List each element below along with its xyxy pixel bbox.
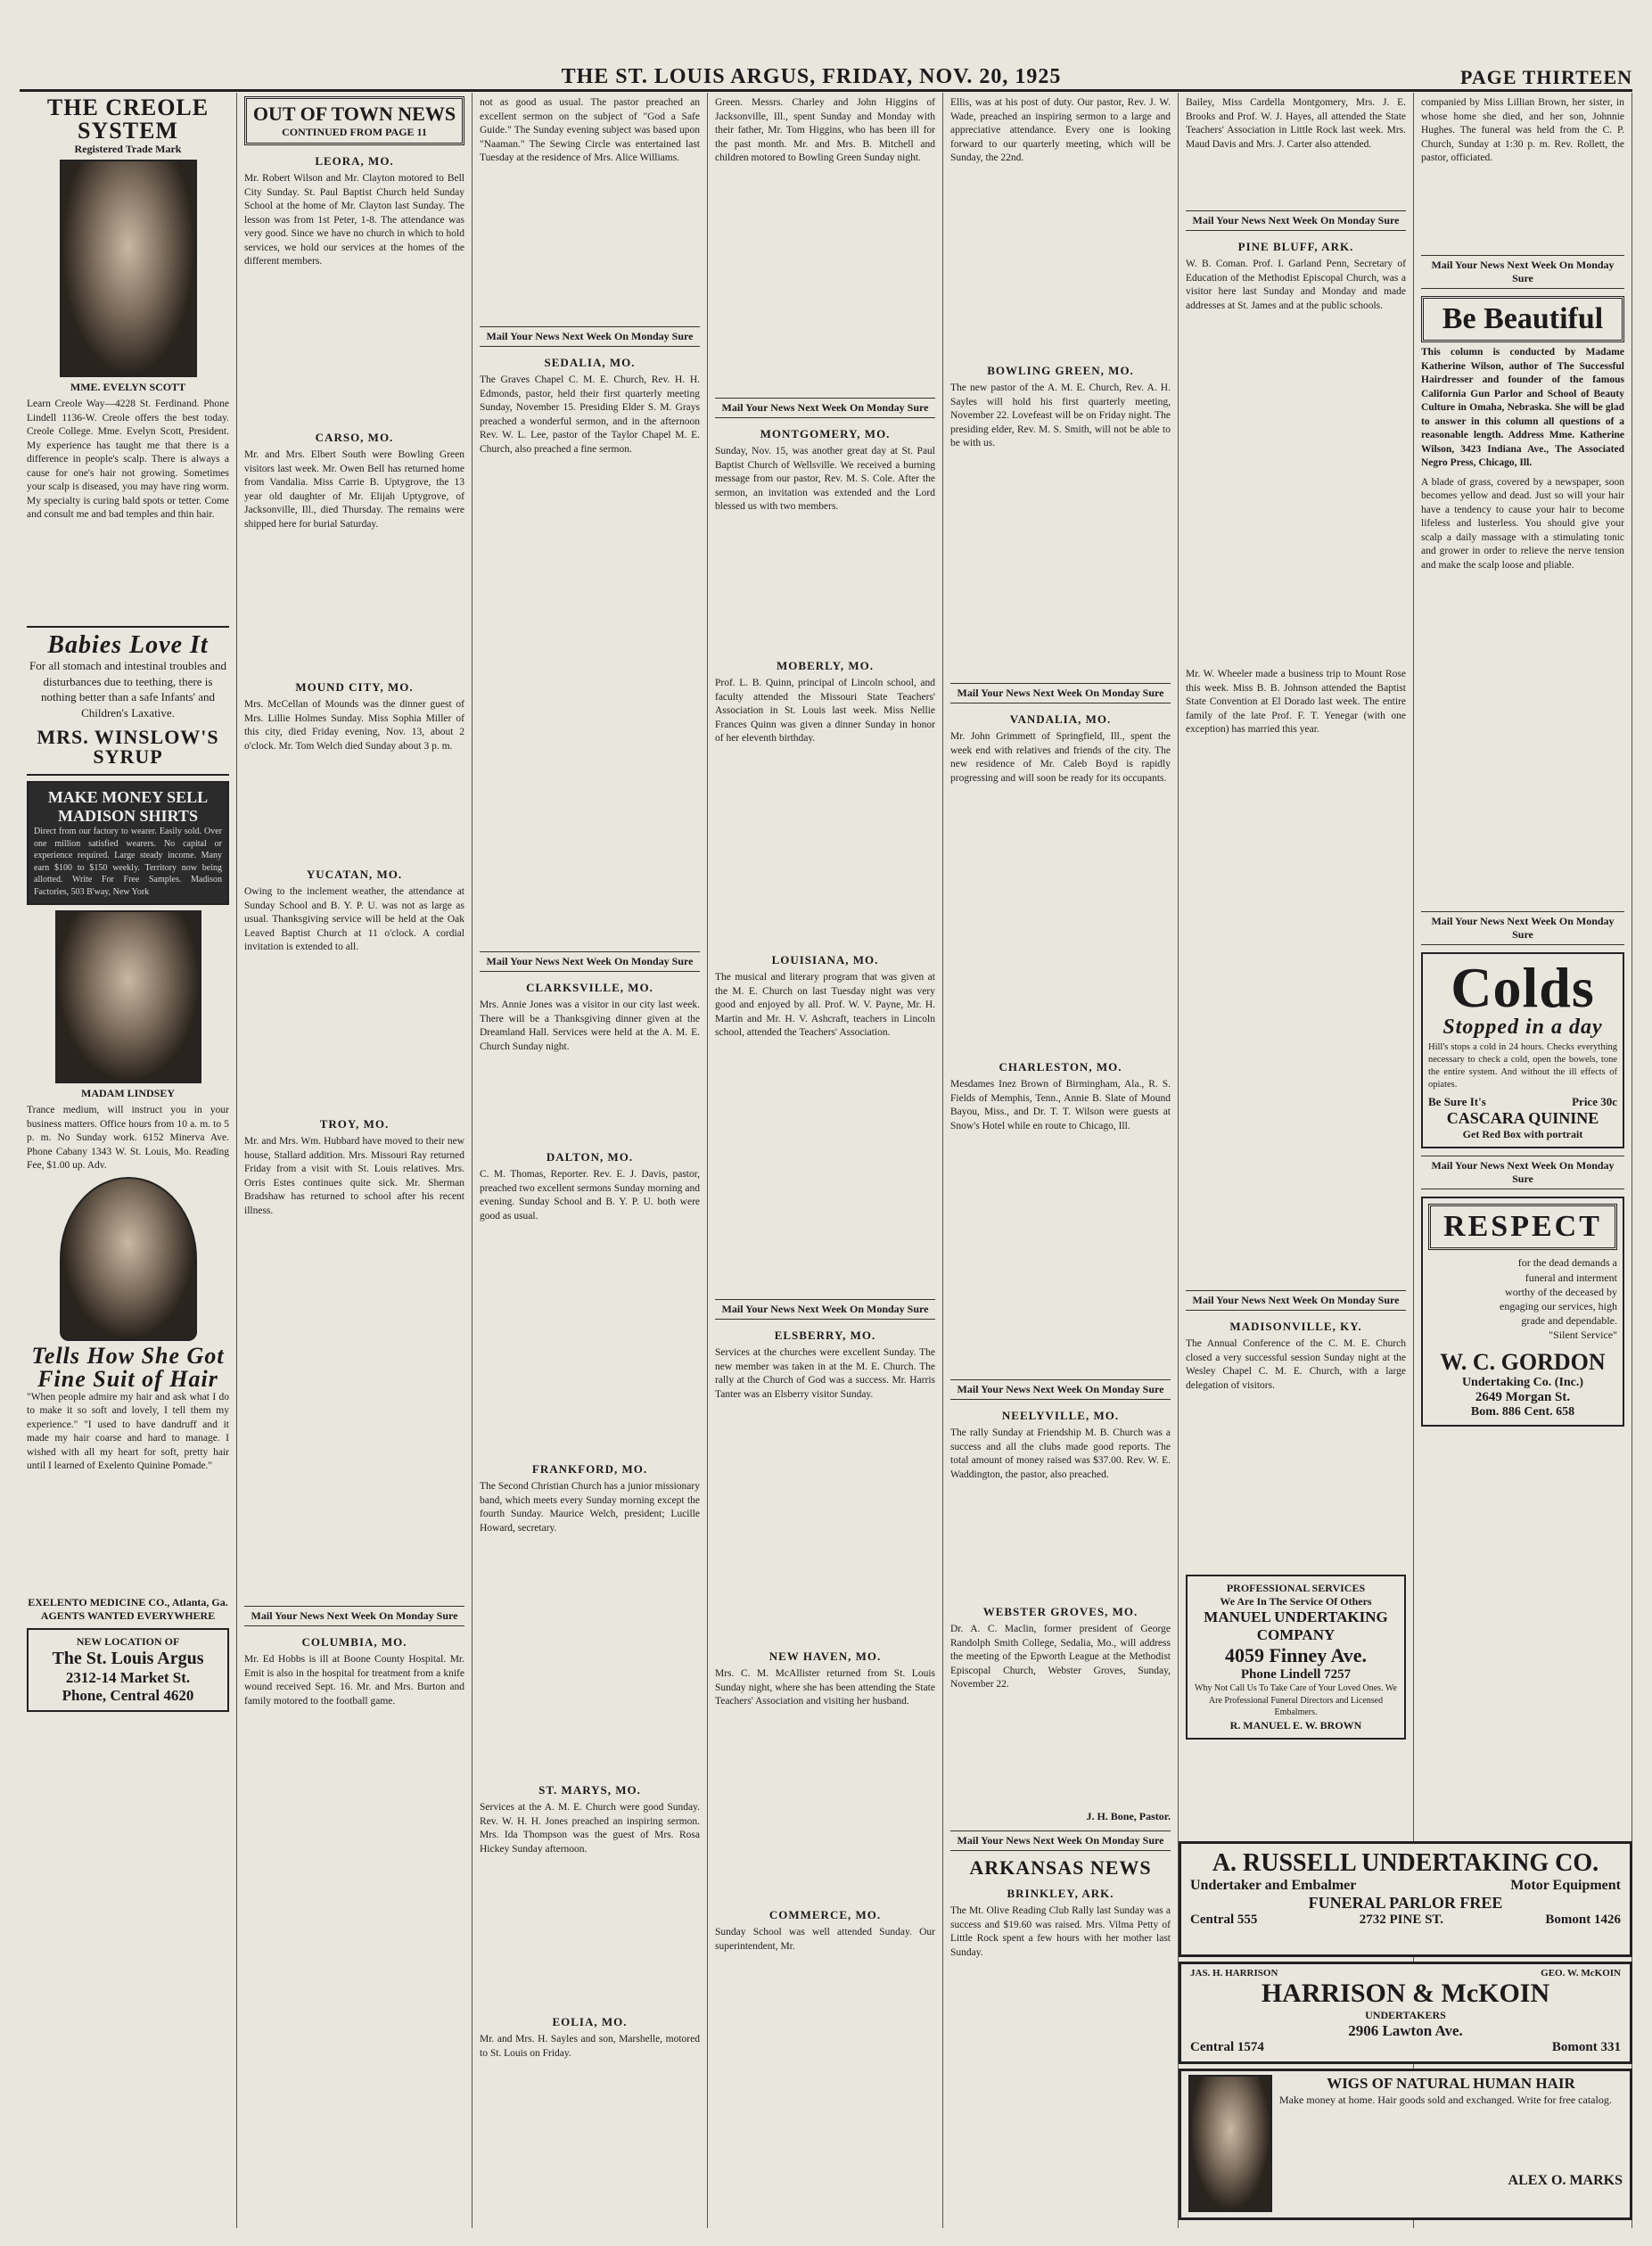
location-phone: Phone, Central 4620 [62, 1686, 194, 1704]
out-of-town-title: OUT OF TOWN NEWS [252, 103, 456, 125]
article-text: Sunday, Nov. 15, was another great day at St. Paul Baptist Church of Wellsville. We received a burning message from our pastor, Rev. M. S. Cole. After the sermon, an invitation was extended and the Lord blessed us with two members. [715, 446, 935, 513]
mail-news-notice: Mail Your News Next Week On Monday Sure [480, 326, 700, 347]
article-text: The Annual Conference of the C. M. E. Church closed a very successful session Sunday night at the Wesley Chapel C. M. E. Church, with a large delegation of visitors. [1186, 1338, 1406, 1391]
article-text: Mr. Ed Hobbs is ill at Boone County Hospital. Mr. Emit is also in the hospital for treatment from a knife wound received Sept. 16. Mr. and Mrs. Burton and family motored to the football game. [244, 1654, 464, 1707]
column-3 [473, 93, 708, 2228]
hm-central: Central 1574 [1190, 2040, 1264, 2054]
manuel-undertaking-ad [1186, 1575, 1406, 1740]
wigs-name: ALEX O. MARKS [1508, 2173, 1623, 2188]
article-text: Sunday School was well attended Sunday. Our superintendent, Mr. [715, 1927, 935, 1952]
section-heading: LOUISIANA, MO. [771, 953, 879, 967]
creole-name: MME. EVELYN SCOTT [70, 381, 186, 393]
article-text: Services at the churches were excellent Sunday. The new member was taken in at the M. E. Church. The rally at the Church of God was a success. Mr. Harris Tanter was an Elsberry visitor Sunday. [715, 1347, 935, 1400]
russell-address: 2732 PINE ST. [1359, 1913, 1444, 1927]
section-heading: CLARKSVILLE, MO. [526, 981, 653, 994]
russell-sub1: Undertaker and Embalmer [1190, 1878, 1357, 1893]
hm-undertakers: UNDERTAKERS [1365, 2009, 1446, 2021]
mckoin-name: GEO. W. McKOIN [1541, 1968, 1621, 1979]
respect-title: RESPECT [1428, 1204, 1617, 1250]
section-heading: PINE BLUFF, ARK. [1237, 240, 1354, 253]
mail-news-notice: Mail Your News Next Week On Monday Sure [1186, 210, 1406, 231]
article-text: The new pastor of the A. M. E. Church, Rev. A. H. Sayles will hold his first quarterly meeting, November 22. Lovefeast will be on Friday night. The presiding elder, Rev. M. S. Smith, will not be able to be with us. [950, 383, 1171, 449]
manuel-names: R. MANUEL E. W. BROWN [1229, 1718, 1362, 1732]
section-heading: WEBSTER GROVES, MO. [982, 1605, 1138, 1618]
article-text: Mr. and Mrs. H. Sayles and son, Marshelle, motored to St. Louis on Friday. [480, 2034, 700, 2059]
manuel-phone: Phone Lindell 7257 [1240, 1667, 1352, 1682]
gordon-phone: Bom. 886 Cent. 658 [1470, 1405, 1575, 1419]
section-heading: ST. MARYS, MO. [538, 1783, 641, 1797]
colds-price: Price 30c [1572, 1095, 1617, 1109]
shirts-ad-text: Direct from our factory to wearer. Easily sold. Over one million satisfied wearers. No capital or experience required. Large steady income. Many earn $100 to $150 weekly. Territory now being allotted. Write For Free Samples. Madison Factories, 503 B'way, New York [34, 827, 222, 897]
winslow-syrup: MRS. WINSLOW'S SYRUP [37, 726, 219, 769]
russell-name: A. RUSSELL UNDERTAKING CO. [1212, 1849, 1599, 1877]
article-text: Mr. W. Wheeler made a business trip to Mount Rose this week. Miss B. B. Johnson attended the Baptist State Convention at El Dorado last week. The entire family of the late Prof. F. T. Yenegar (with one exception) has married this year. [1186, 669, 1406, 736]
madam-lindsey-photo [55, 910, 201, 1083]
article-text: Services at the A. M. E. Church were good Sunday. Rev. W. H. H. Jones preached an inspiring sermon. Mrs. Ida Thompson was the guest of Mrs. Rosa Hickey Sunday afternoon. [480, 1802, 700, 1855]
article-text: Prof. L. B. Quinn, principal of Lincoln school, and faculty attended the Missouri State Teachers' Association in St. Louis last week. Miss Nellie Frances Quinn was given a dinner Sunday in honor of her eleventh birthday. [715, 678, 935, 745]
cascara-quinine: CASCARA QUININE [1446, 1109, 1599, 1128]
article-text: Mrs. C. M. McAllister returned from St. Louis Sunday night, where she has been attending the State Teachers' Association and visiting her husband. [715, 1668, 935, 1707]
section-heading: LEORA, MO. [315, 154, 394, 168]
section-heading: NEW HAVEN, MO. [768, 1650, 882, 1663]
location-title: NEW LOCATION OF [76, 1634, 180, 1648]
article-text: W. B. Coman. Prof. I. Garland Penn, Secretary of Education of the Methodist Episcopal Church, was a visitor here last Sunday and Monday and made addresses at St. James and at the public schools. [1186, 259, 1406, 311]
article-text: The rally Sunday at Friendship M. B. Church was a success and all the clubs made good reports. The total amount of money raised was $37.00. Rev. W. E. Waddington, the pastor, also preached. [950, 1427, 1171, 1480]
gordon-address: 2649 Morgan St. [1475, 1390, 1571, 1405]
masthead-title: THE ST. LOUIS ARGUS, FRIDAY, NOV. 20, 1925 [561, 65, 1062, 88]
manuel-address: 4059 Finney Ave. [1224, 1644, 1368, 1666]
section-heading: FRANKFORD, MO. [531, 1462, 648, 1476]
article-text: Ellis, was at his post of duty. Our pastor, Rev. J. W. Wade, preached an inspiring sermon to a large and appreciative attendance. Every one is looking forward to our quarterly meeting, which will be Sunday, the 22nd. [950, 97, 1171, 164]
section-heading: EOLIA, MO. [552, 2015, 628, 2028]
colds-text: Hill's stops a cold in 24 hours. Checks everything necessary to check a cold, open the bowels, tone the entire system. And without the ill effects of opiates. [1428, 1041, 1617, 1090]
gordon-name: W. C. GORDON [1440, 1349, 1606, 1376]
section-heading: COMMERCE, MO. [768, 1908, 882, 1921]
colds-be-sure: Be Sure It's [1428, 1095, 1486, 1109]
hm-address: 2906 Lawton Ave. [1348, 2022, 1463, 2039]
shirts-ad-title: MAKE MONEY SELL MADISON SHIRTS [47, 788, 209, 826]
article-text: The musical and literary program that was given at the M. E. Church on last Tuesday night was very good and enjoyed by all. Prof. W. V. Payne, Mr. H. Martin and Mr. H. V. Ashcraft, teachers in Lincoln school, attended the Teachers' Association. [715, 972, 935, 1039]
section-heading: MONTGOMERY, MO. [760, 427, 891, 440]
be-beautiful-title: Be Beautiful [1421, 296, 1624, 342]
article-text: The Second Christian Church has a junior missionary band, which meets every Sunday morning except the fourth Sunday. Maurice Welch, president; Lucille Howard, secretary. [480, 1481, 700, 1534]
mail-news-notice: Mail Your News Next Week On Monday Sure [950, 1831, 1171, 1851]
colds-ad [1421, 952, 1624, 1149]
russell-bomont: Bomont 1426 [1545, 1913, 1621, 1927]
hair-ad-text: "When people admire my hair and ask what I do to make it so soft and lovely, I tell them my experience." "I used to have dandruff and it made my hair coarse and hard to manage. I wished with all my heart for soft, pretty hair until I learned of Exelento Quinine Pomade." [27, 1391, 229, 1472]
column-4 [708, 93, 943, 2228]
article-text: companied by Miss Lillian Brown, her sister, in whose home she died, and her son, Johnnie Hughes. The funeral was held from the C. P. Church, Sunday at 1:30 p. m. Rev. Rollett, the pastor, officiated. [1421, 97, 1624, 164]
article-text: Green. Messrs. Charley and John Higgins of Jacksonville, Ill., spent Sunday and Monday with their father, Mr. Tom Higgins, who has been ill for the past month. Mr. and Mrs. B. Mitchell and children motored to Bowling Green Sunday night. [715, 97, 935, 164]
mail-news-notice: Mail Your News Next Week On Monday Sure [244, 1606, 464, 1626]
mail-news-notice: Mail Your News Next Week On Monday Sure [950, 683, 1171, 703]
russell-sub2: Motor Equipment [1510, 1878, 1621, 1893]
manuel-name: MANUEL UNDERTAKING COMPANY [1204, 1608, 1388, 1643]
article-text: Mesdames Inez Brown of Birmingham, Ala., R. S. Fields of Memphis, Tenn., Annie B. Slate of Mound Bayou, Miss., and Dr. T. T. Wilson were guests at Snow's Hotel while en route to Chicago, Ill. [950, 1079, 1171, 1131]
section-heading: BRINKLEY, ARK. [1007, 1887, 1114, 1900]
section-heading: CHARLESTON, MO. [999, 1060, 1122, 1074]
mail-news-notice: Mail Your News Next Week On Monday Sure [715, 1299, 935, 1320]
article-text: The Graves Chapel C. M. E. Church, Rev. H. H. Edmonds, pastor, held their first quarterly meeting Sunday, November 15. Presiding Elder S. M. Grays preached a wonderful sermon, and in the afternoon Rev. W. L. Lee, pastor of the Taylor Chapel M. E. Church, also preached a fine sermon. [480, 374, 700, 455]
article-text: Mr. John Grimmett of Springfield, Ill., spent the week end with relatives and friends of the city. The new residence of Mr. Caleb Boyd is rapidly progressing and will soon be ready for its occupants. [950, 731, 1171, 784]
section-heading: YUCATAN, MO. [306, 868, 403, 881]
article-text: The Mt. Olive Reading Club Rally last Sunday was a success and $19.60 was raised. Mrs. Vilma Petty of Little Rock spent a few hours with her mother last Sunday. [950, 1905, 1171, 1958]
shirts-ad [27, 781, 229, 905]
out-of-town-box [244, 96, 464, 145]
page-number: PAGE THIRTEEN [1460, 66, 1632, 88]
article-text: C. M. Thomas, Reporter. Rev. E. J. Davis, pastor, preached two excellent sermons Sunday morning and evening. Sunday School and B. Y. P. U. both were good as usual. [480, 1169, 700, 1222]
gordon-sub: Undertaking Co. (Inc.) [1461, 1376, 1584, 1390]
lindsey-ad-text: Trance medium, will instruct you in your business matters. Office hours from 10 a. m. to 5 p. m. No Sunday work. 6152 Minerva Ave. Phone Cabany 1343 W. St. Louis, Mo. Reading Fee, $1.00 up. Adv. [27, 1105, 229, 1172]
article-text: Dr. A. C. Maclin, former president of George Randolph Smith College, Sedalia, Mo., will address the meeting of the Epworth League at the Methodist Episcopal Church, Webster Groves, Sunday, November 22. [950, 1624, 1171, 1691]
column-1 [20, 93, 237, 2228]
exelento-company: EXELENTO MEDICINE CO., Atlanta, Ga. AGENTS WANTED EVERYWHERE [28, 1595, 228, 1622]
be-beautiful-intro: This column is conducted by Madame Katherine Wilson, author of The Successful Hairdresser and founder of the famous California Gun Parlor and School of Beauty Culture in Omaha, Nebraska. She will be glad to answer in this column all questions of a reasonable length. Address Mme. Katherine Wilson, 3423 Indiana Ave., The Associated Negro Press, Chicago, Ill. [1421, 347, 1624, 469]
article-text: Mr. and Mrs. Wm. Hubbard have moved to their new house, Stallard addition. Mrs. Missouri Ray returned Friday from a visit with St. Louis relatives. Mrs. Orris Estes continues quite sick. Mr. Sherman Bradshaw has returned to school after his recent illness. [244, 1136, 464, 1216]
column-2 [237, 93, 473, 2228]
section-heading: VANDALIA, MO. [1009, 712, 1112, 726]
mail-news-notice: Mail Your News Next Week On Monday Sure [950, 1379, 1171, 1400]
manuel-tagline: Why Not Call Us To Take Care of Your Loved Ones. We Are Professional Funeral Directors and Licensed Embalmers. [1195, 1683, 1397, 1717]
russell-funeral: FUNERAL PARLOR FREE [1308, 1894, 1503, 1912]
professional-services: PROFESSIONAL SERVICES [1226, 1582, 1366, 1594]
section-heading: MOBERLY, MO. [777, 659, 874, 672]
colds-subtitle: Stopped in a day [1442, 1015, 1603, 1039]
section-heading: COLUMBIA, MO. [301, 1635, 407, 1649]
article-text: not as good as usual. The pastor preached an excellent sermon on the subject of "God a Safe Guide." The Sunday evening subject was based upon "Naaman." The Sewing Circle was entertained last Tuesday at the residence of Mrs. Alice Williams. [480, 97, 700, 164]
respect-text: for the dead demands a funeral and interment worthy of the deceased by engaging our services, high grade and dependable. "Silent Service" [1500, 1256, 1617, 1342]
section-heading: MOUND CITY, MO. [295, 680, 414, 694]
beauty-article: A blade of grass, covered by a newspaper, soon becomes yellow and dead. Just so will your hair have a tendency to cause your hair to become lifeless and lusterless. You should give your scalp a daily massage with a stimulating tonic and grower in order to relieve the nerve tension and make the scalp loose and pliable. [1421, 476, 1624, 571]
mail-news-notice: Mail Your News Next Week On Monday Sure [715, 398, 935, 418]
section-heading: BOWLING GREEN, MO. [987, 364, 1134, 377]
section-heading: MADISONVILLE, KY. [1229, 1320, 1362, 1333]
creole-ad-subtitle: Registered Trade Mark [74, 143, 182, 155]
section-heading: NEELYVILLE, MO. [1001, 1409, 1120, 1422]
mail-news-notice: Mail Your News Next Week On Monday Sure [1421, 255, 1624, 289]
article-text: Owing to the inclement weather, the attendance at Sunday School and B. Y. P. U. was not as large as usual. Thanksgiving service will be held at the Oak Leaved Baptist Church at 11 o'clock. A cordial invitation is extended to all. [244, 886, 464, 953]
arkansas-news-title: ARKANSAS NEWS [969, 1856, 1152, 1879]
mail-news-notice: Mail Your News Next Week On Monday Sure [1186, 1290, 1406, 1311]
creole-ad-title: THE CREOLE SYSTEM [46, 95, 210, 144]
professional-services-sub: We Are In The Service Of Others [1220, 1595, 1372, 1608]
hm-bomont: Bomont 331 [1551, 2040, 1621, 2054]
colds-title: Colds [1451, 955, 1595, 1019]
wigs-text: Make money at home. Hair goods sold and exchanged. Write for free catalog. [1279, 2094, 1612, 2106]
hm-title: HARRISON & McKOIN [1261, 1979, 1550, 2008]
respect-ad [1421, 1197, 1624, 1427]
harrison-mckoin-ad [1179, 1962, 1632, 2064]
location-name: The St. Louis Argus [52, 1648, 204, 1668]
argus-location-box [27, 1628, 229, 1712]
creole-ad-text: Learn Creole Way—4228 St. Ferdinand. Phone Lindell 1136-W. Creole offers the best today. Creole College. Mme. Evelyn Scott, President. My experience has taught me that there is a difference in people's scalp. There is always a cause for one's hair not growing. Sometimes your scalp is diseased, you may have ring worm. My specialty is curing bald spots or tetter. Come and consult me and bad temples and thin hair. [27, 399, 229, 521]
article-text: Bailey, Miss Cardella Montgomery, Mrs. J. E. Brooks and Prof. W. J. Hayes, all attended the State Teachers' Association in Little Rock last week. Mrs. Maud Davis and Mrs. J. Carter also attended. [1186, 97, 1406, 150]
russell-undertaking-ad [1179, 1841, 1632, 1957]
out-of-town-subtitle: CONTINUED FROM PAGE 11 [282, 126, 427, 138]
section-heading: CARSO, MO. [315, 431, 394, 444]
hair-ad-title: Tells How She Got Fine Suit of Hair [31, 1342, 225, 1392]
article-text: Mr. Robert Wilson and Mr. Clayton motored to Bell City Sunday. St. Paul Baptist Church held Sunday School at the home of Mr. Clayton last Sunday. The lesson was from 1st Peter, 1-8. The attendance was very good. Since we have no church in which to hold services, we hold our services at the homes of the different members. [244, 173, 464, 267]
hair-ad-photo [60, 1177, 197, 1341]
russell-central: Central 555 [1190, 1913, 1258, 1927]
article-text: Mr. and Mrs. Elbert South were Bowling Green visitors last week. Mr. Owen Bell has returned home from Vandalia. Miss Carrie B. Uptygrove, the 13 year old daughter of Mr. Elijah Uptygrove, of Jacksonville, Ill., died Thursday. The remains were shipped here for burial Saturday. [244, 449, 464, 530]
section-heading: DALTON, MO. [546, 1150, 634, 1164]
section-heading: TROY, MO. [319, 1117, 390, 1131]
article-text: Mrs. Annie Jones was a visitor in our city last week. There will be a Thanksgiving dinner given at the Dreamland Hall. Services were held at the A. M. E. Church Sunday night. [480, 1000, 700, 1052]
mail-news-notice: Mail Your News Next Week On Monday Sure [480, 951, 700, 972]
mail-news-notice: Mail Your News Next Week On Monday Sure [1421, 911, 1624, 945]
evelyn-scott-photo [60, 160, 197, 377]
harrison-name: JAS. H. HARRISON [1190, 1968, 1278, 1979]
wigs-ad [1179, 2069, 1632, 2220]
wigs-title: WIGS OF NATURAL HUMAN HAIR [1327, 2075, 1575, 2092]
wigs-photo [1188, 2075, 1272, 2212]
section-heading: ELSBERRY, MO. [774, 1329, 876, 1342]
cascara-sub: Get Red Box with portrait [1462, 1128, 1583, 1141]
signoff: J. H. Bone, Pastor. [1086, 1810, 1171, 1822]
location-address: 2312-14 Market St. [65, 1668, 191, 1686]
mail-news-notice: Mail Your News Next Week On Monday Sure [1421, 1156, 1624, 1189]
babies-ad-title: Babies Love It [47, 631, 209, 659]
article-text: Mrs. McCellan of Mounds was the dinner guest of Mrs. Lillie Holmes Sunday. Miss Sophia Miller of this city, died Friday evening, Nov. 13, about 2 o'clock. Mr. Tom Welch died Sunday about 3 p. m. [244, 699, 464, 752]
section-heading: SEDALIA, MO. [544, 356, 636, 369]
masthead [20, 59, 1632, 92]
lindsey-name: MADAM LINDSEY [81, 1087, 175, 1100]
babies-ad-text: For all stomach and intestinal troubles and disturbances due to teething, there is nothing better than a safe Infants' and Children's Laxative. [29, 659, 226, 720]
column-5 [943, 93, 1179, 2228]
